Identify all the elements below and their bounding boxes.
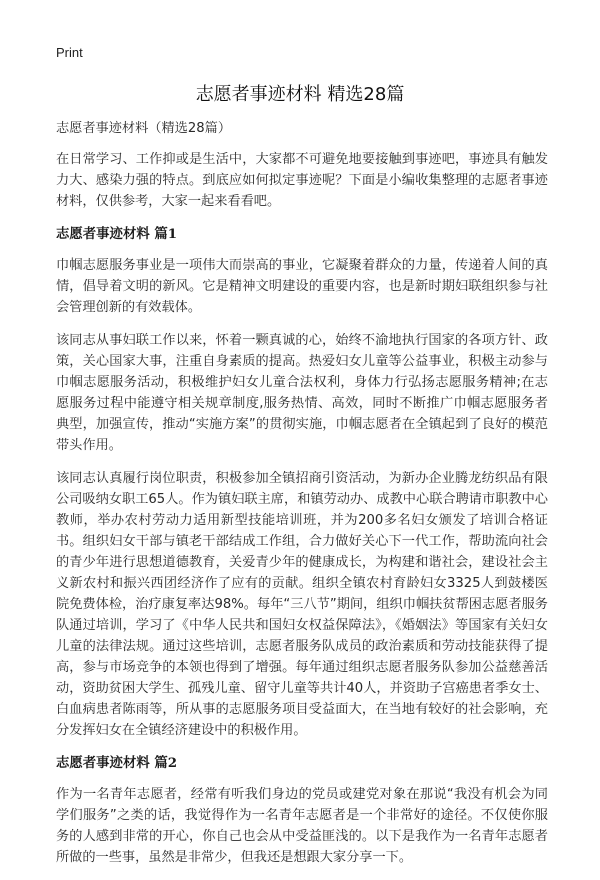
print-link[interactable]: Print [56,45,83,60]
section-heading-2: 志愿者事迹材料 篇2 [56,755,178,771]
intro-paragraph: 在日常学习、工作抑或是生活中，大家都不可避免地要接触到事迹吧，事迹具有触发力大、感染力强的特点。到底应如何拟定事迹呢？下面是小编收集整理的志愿者事迹材料，仅供参考，大家一起来看看吧。 [56,152,548,209]
section-1-paragraph-1: 巾帼志愿服务事业是一项伟大而崇高的事业，它凝聚着群众的力量，传递着人间的真情，倡导着文明的新风。它是精神文明建设的重要内容，也是新时期妇联组织参与社会管理创新的有效载体。 [56,258,548,315]
section-1-paragraph-2: 该同志从事妇联工作以来，怀着一颗真诚的心，始终不渝地执行国家的各项方针、政策，关心国家大事，注重自身素质的提高。热爱妇女儿童等公益事业，积极主动参与巾帼志愿服务活动，积极维护妇女儿童合法权利，身体力行弘扬志愿服务精神;在志愿服务过程中能遵守相关规章制度,服务热情、高效，同时不断推广巾帼志愿服务者典型，加强宣传，推动“实施方案”的贯彻实施，巾帼志愿者在全镇起到了良好的模范带头作用。 [56,333,548,453]
page-title: 志愿者事迹材料 精选28篇 [195,84,405,105]
section-1-paragraph-3: 该同志认真履行岗位职责，积极参加全镇招商引资活动，为新办企业腾龙纺织品有限公司吸纳女职工65人。作为镇妇联主席，和镇劳动办、成教中心联合聘请市职教中心教师，举办农村劳动力适用新型技能培训班，并为200多名妇女颁发了培训合格证书。组织妇女干部与镇老干部结成工作组，合力做好关心下一代工作，帮助流向社会的青少年进行思想道德教育，关爱青少年的健康成长，为构建和谐社会，建设社会主义新农村和振兴西团经济作了应有的贡献。组织全镇农村育龄妇女3325人到鼓楼医院免费体检，治疗康复率达98%。每年“三八节”期间，组织巾帼扶贫帮困志愿者服务队通过培训，学习了《中华人民共和国妇女权益保障法》，《婚姻法》等国家有关妇女儿童的法律法规。通过这些培训，志愿者服务队成员的政治素质和劳动技能获得了提高，参与市场竞争的本领也得到了增强。每年通过组织志愿者服务队参加公益慈善活动，资助贫困大学生、孤残儿童、留守儿童等共计40人，并资助子宫癌患者季女士、白血病患者陈雨等，所从事的志愿服务项目受益面大，在当地有较好的社会影响，充分发挥妇女在全镇经济建设中的积极作用。 [56,471,548,738]
article-body [56,118,548,880]
section-heading-1: 志愿者事迹材料 篇1 [56,226,178,242]
article-subtitle: 志愿者事迹材料（精选28篇） [56,121,232,136]
section-2-paragraph-1: 作为一名青年志愿者，经常有听我们身边的党员或建党对象在那说“我没有机会为同学们服务”之类的话，我觉得作为一名青年志愿者是一个非常好的途径。不仅使你服务的人感到非常的开心，你自己也会从中受益匪浅的。以下是我作为一名青年志愿者所做的一些事，虽然是非常少，但我还是想跟大家分享一下。 [56,787,548,865]
